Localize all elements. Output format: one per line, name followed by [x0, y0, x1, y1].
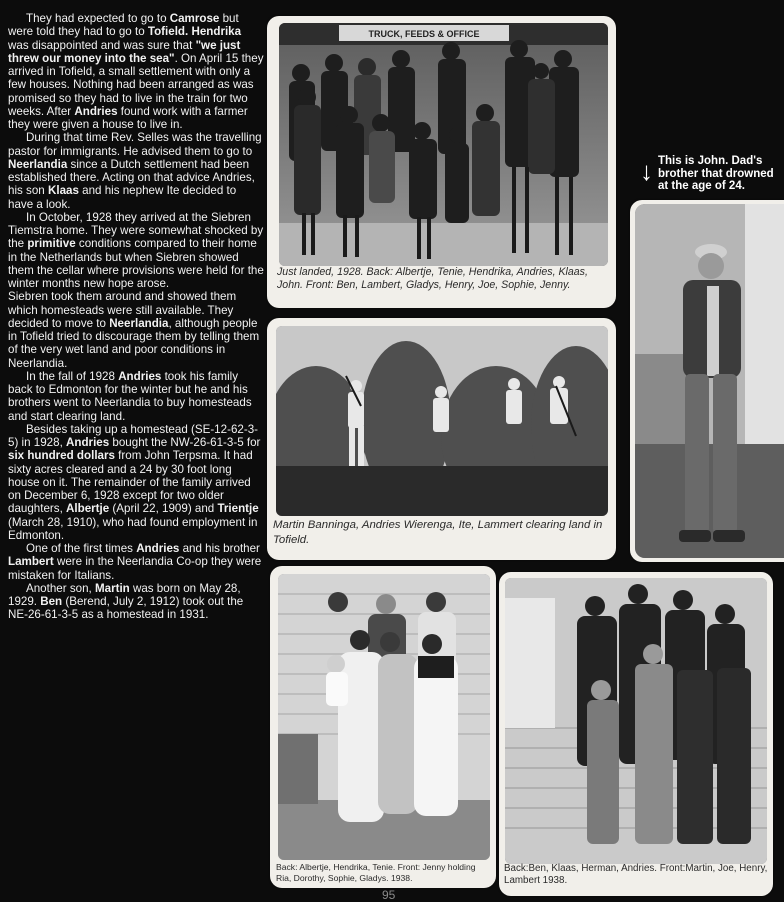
body-paragraph	[8, 211, 264, 291]
photo-clearing-image	[276, 326, 608, 516]
emphasized-text: Hendrika	[191, 25, 242, 39]
paragraph-text: Another son,	[26, 581, 95, 595]
photo-john	[635, 204, 784, 558]
photo-card-john	[630, 200, 784, 562]
paragraph-text: (Berend, July 2, 1912) took out the NE-26-61-3-5 as a homestead in 1931.	[8, 595, 244, 622]
photo-card-men	[499, 572, 773, 896]
body-paragraph	[8, 542, 264, 582]
body-paragraph	[8, 290, 264, 370]
emphasized-text: Martin	[94, 581, 130, 595]
photo-men	[505, 578, 767, 864]
arrow-down-icon: ↓	[640, 156, 653, 186]
photo-card-clearing	[267, 318, 616, 560]
page-number: 95	[382, 888, 396, 902]
paragraph-text: Siebren took them around and showed them which homesteads were still available. They decided to move to	[8, 290, 237, 330]
caption-john-rest: . Dad's brother that drowned at the age of 24.	[658, 155, 774, 192]
photo-women	[278, 574, 490, 860]
caption-men: Back:Ben, Klaas, Herman, Andries. Front:Martin, Joe, Henry, Lambert 1938.	[504, 863, 768, 886]
paragraph-text: were in the Neerlandia Co-op they were mistaken for Italians.	[8, 555, 262, 582]
emphasized-text: Camrose	[169, 12, 220, 25]
photo-card-arrival	[267, 16, 616, 308]
paragraph-text: In October, 1928 they arrived at the Siebren Tiemstra home. They were somewhat shocked by the	[8, 210, 264, 251]
emphasized-text: Andries	[118, 369, 162, 383]
emphasized-text: Andries	[66, 436, 110, 449]
emphasized-text: Albertje	[66, 502, 110, 516]
paragraph-text: One of the first times	[26, 542, 137, 555]
paragraph-text: They had expected to go to	[26, 12, 170, 25]
emphasized-text: Ben	[40, 595, 63, 608]
emphasized-text: six hundred dollars	[8, 449, 115, 463]
paragraph-text: Besides taking up a homestead (SE-12-62-3-5) in 1928,	[8, 422, 259, 449]
caption-john-name: John	[697, 155, 726, 167]
caption-arrival: Just landed, 1928. Back: Albertje, Tenie, Hendrika, Andries, Klaas, John. Front: Ben, Lambert, Gladys, Henry, Joe, Sophie, Jenny.	[277, 266, 588, 291]
paragraph-text: During that time Rev. Selles was the travelling pastor for immigrants. He advised them to go to	[8, 131, 262, 158]
caption-clearing: Martin Banninga, Andries Wierenga, Ite, Lammert clearing land in Tofield.	[273, 519, 603, 546]
paragraph-text: conditions compared to their home in the Netherlands but when Siebren showed them the cellar where provisions were held for the winter months new hope arose.	[8, 237, 264, 290]
photo-arrival-group	[279, 23, 608, 266]
emphasized-text: Tofield.	[147, 25, 189, 39]
paragraph-text: . On April 15 they arrived in Tofield, a small settlement with only a few houses. Nothing had been arranged as was promised so they had to live in the train for two weeks. After	[8, 51, 264, 118]
body-paragraph	[8, 131, 264, 211]
emphasized-text: Andries	[74, 104, 118, 118]
photo-women-image	[278, 574, 490, 860]
paragraph-text: was disappointed and was sure that	[8, 38, 196, 52]
paragraph-text: , although people in Tofield tried to discourage them by telling them of the very wet land and poor conditions in Neerlandia.	[8, 316, 260, 370]
emphasized-text: Klaas	[47, 184, 79, 198]
photo-men-image	[505, 578, 767, 864]
emphasized-text: primitive	[27, 237, 76, 251]
paragraph-text: (April 22, 1909) and	[109, 502, 218, 516]
body-paragraph	[8, 423, 264, 542]
emphasized-text: Neerlandia	[8, 157, 68, 171]
photo-john-image	[635, 204, 784, 558]
photo-card-women	[270, 566, 496, 888]
emphasized-text: Neerlandia	[109, 316, 169, 330]
paragraph-text: and his nephew Ite decided to have a look.	[8, 184, 237, 211]
emphasized-text: Lambert	[8, 555, 54, 569]
emphasized-text: Andries	[136, 542, 180, 555]
emphasized-text: "we just threw our money into the sea"	[8, 38, 241, 65]
paragraph-text: from John Terpsma. It had sixty acres cleared and a 24 by 30 foot long house on it. The remainder of the family arrived on December 6, 1928 except for two older daughters,	[8, 449, 253, 516]
caption-john	[658, 155, 783, 193]
store-sign-text: TRUCK, FEEDS & OFFICE	[368, 29, 480, 39]
paragraph-text: bought the NW-26-61-3-5 for	[109, 436, 261, 449]
paragraph-text: and his brother	[179, 542, 260, 555]
paragraph-text: since a Dutch settlement had been established there. Acting on that advice Andries, his son	[8, 157, 255, 198]
caption-women: Back: Albertje, Hendrika, Tenie. Front: Jenny holding Ria, Dorothy, Sophie, Gladys. 1938.	[276, 862, 476, 883]
paragraph-text: found work with a farmer they were given a house to live in.	[8, 104, 248, 131]
emphasized-text: Trientje	[217, 502, 259, 516]
caption-john-prefix: This is	[658, 155, 698, 167]
photo-clearing-land	[276, 326, 608, 516]
paragraph-text: but were told they had to go to	[8, 12, 239, 39]
body-paragraph	[8, 582, 264, 622]
paragraph-text: was born on May 28, 1929.	[8, 581, 241, 608]
photo-arrival-image	[279, 23, 608, 266]
body-paragraph	[8, 12, 264, 131]
body-paragraph	[8, 370, 264, 423]
paragraph-text: In the fall of 1928	[26, 369, 119, 383]
body-text-column	[8, 12, 264, 622]
paragraph-text: took his family back to Edmonton for the winter but he and his brothers went to Neerlandia to buy homesteads and start clearing land.	[8, 369, 252, 423]
paragraph-text: (March 28, 1910), who had found employment in Edmonton.	[8, 515, 258, 542]
